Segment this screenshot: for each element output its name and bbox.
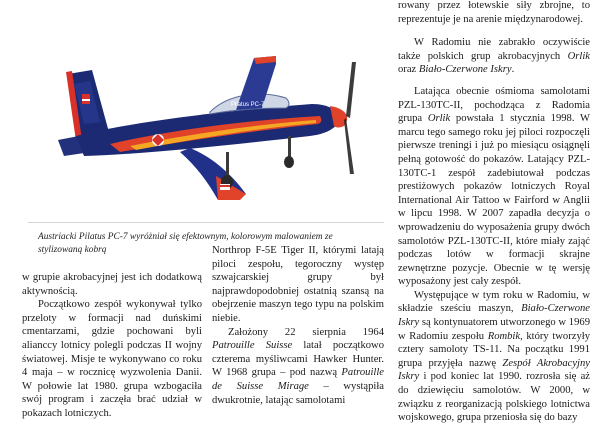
right-paragraph-2: Latająca obecnie ośmioma samolotami PZL-130TC-II, pochodząca z Radomia grupa Orlik powstała 1 stycznia 1998. W marcu tego samego roku jej piloci rozpoczęli pierwsze treningi i już po miesiącu osiągnęli pełną gotowość do pokazów. Latający PZL-130TC-1 zespół zadebiutował podczas prestiżowych pokazów lotniczych Royal International Air Tattoo w Fairford w Anglii w lipcu 1998. W 2007 zapadła decyzja o wprowadzeniu do wyposażenia grupy dwóch samolotów PZL-130TC-II, które miały zająć podczas lotów w formacji skrajne zewnętrzne pozycje. Obecnie w tę wersję wyposażony jest cały zespół. bbox=[398, 85, 590, 288]
fuselage-marking bbox=[231, 97, 291, 109]
right-paragraph-1: W Radomiu nie zabrakło oczywiście także polskich grup akrobacyjnych Orlik oraz Biało-Czerwone Iskry. bbox=[398, 37, 590, 76]
left-paragraph-2: Początkowo zespół wykonywał tylko przeloty w formacji nad duńskimi cmentarzami, gdzie pochowani byli alianccy lotnicy polegli podczas II wojny światowej. Misje te wykonywano co roku 4 maja – w rocznicę wyzwolenia Danii. W połowie lat 1980. grupa wzbogaciła swój program i zaczęła brać udział w pokazach lotniczych. bbox=[22, 299, 202, 419]
caption-divider bbox=[28, 222, 384, 223]
photo-figure bbox=[0, 0, 388, 274]
middle-paragraph-2: Założony 22 sierpnia 1964 Patrouille Suisse latał początkowo czterema myśliwcami Hawker Hunter. W 1968 grupa – pod nazwą Patrouille de Suisse Mirage – wystąpiła dwukrotnie, latając samolotami bbox=[212, 326, 385, 406]
svg-text:Pilatus PC-7: Pilatus PC-7 bbox=[231, 102, 265, 108]
pilatus-pc7-photo bbox=[40, 44, 360, 214]
right-column bbox=[398, 0, 590, 425]
right-paragraph-3: Występujące w tym roku w Radomiu, w składzie sześciu maszyn, Biało-Czerwone Iskry są kontynuatorem utworzonego w 1969 w Radomiu zespołu Rombik, który tworzyły cztery samoloty TS-11. Na początku 1991 grupa przyjęła nazwę Zespół Akrobacyjny Iskry i pod koniec lat 1990. rozrosła się aż do dziewięciu samolotów. W 2000, w związku z reorganizacją polskiego lotnictwa wojskowego, grupa przeniosła się do bazy bbox=[398, 289, 590, 424]
middle-paragraph-1: Northrop F-5E Tiger II, którymi latają piloci zespołu, tegoroczny występ szwajcarskiej grupy był najprawdopodobniej ostatnią szansą na obejrzenie maszyn tego typu na polskim niebie. bbox=[212, 245, 384, 324]
left-paragraph-1: w grupie akrobacyjnej jest ich dodatkową aktywnością. bbox=[22, 272, 202, 297]
right-paragraph-0: rowany przez łotewskie siły zbrojne, to reprezentuje je na arenie międzynarodowej. bbox=[398, 0, 590, 25]
middle-column bbox=[212, 244, 384, 407]
left-column bbox=[22, 271, 202, 421]
photo-caption: Austriacki Pilatus PC-7 wyróżniał się efektownym, kolorowym malowaniem ze stylizowaną kobrą bbox=[38, 232, 333, 255]
